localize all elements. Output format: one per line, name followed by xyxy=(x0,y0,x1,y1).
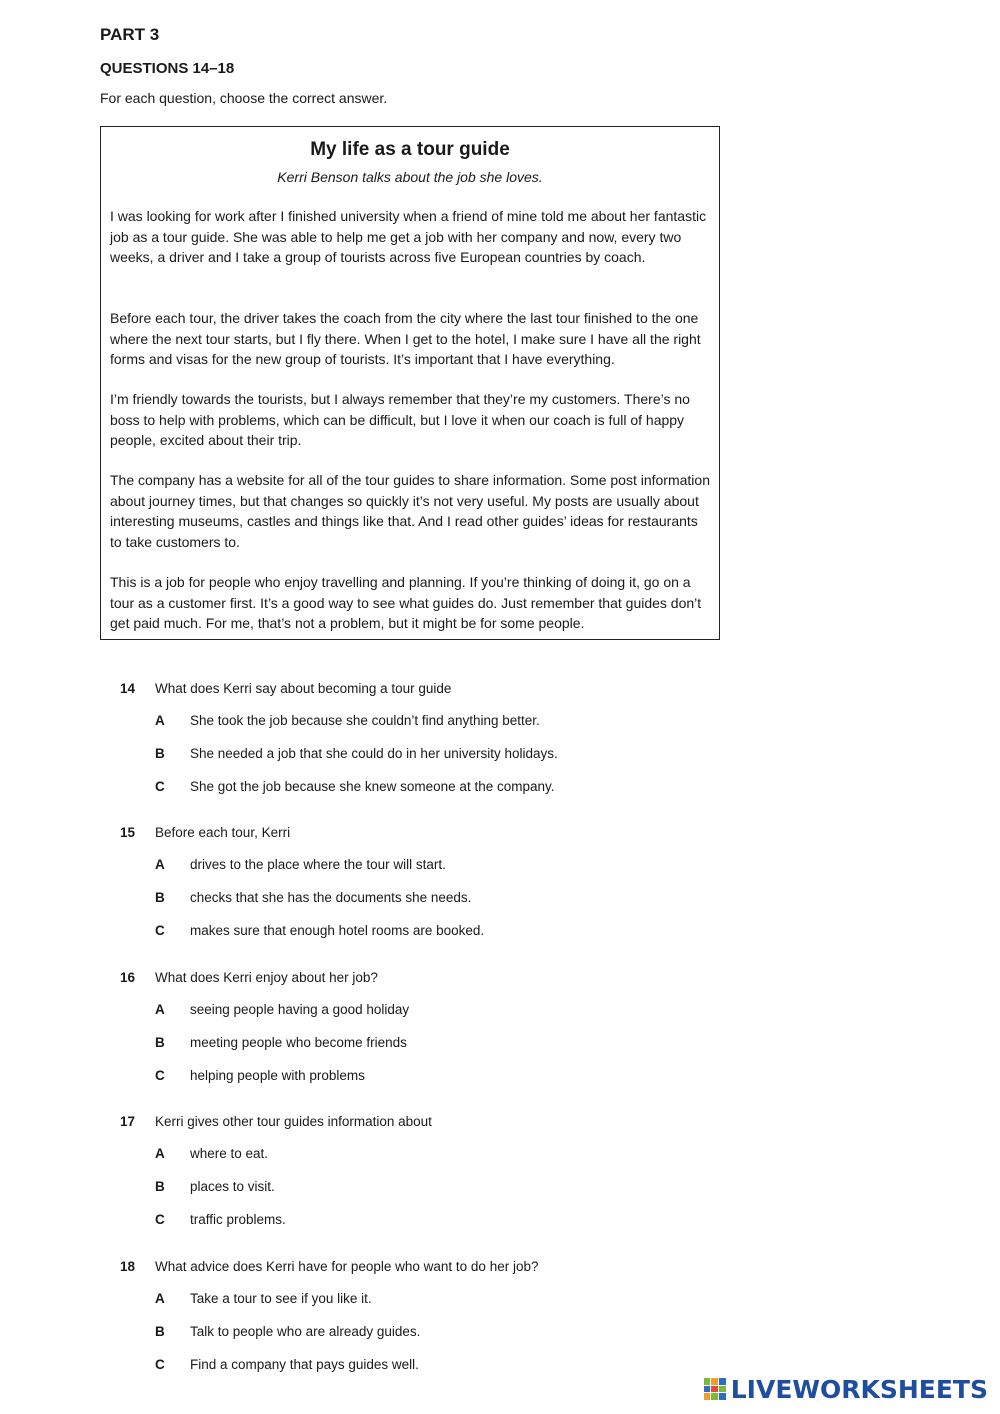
option-letter: C xyxy=(155,1212,165,1227)
option-letter: B xyxy=(155,1324,165,1339)
option-letter: A xyxy=(155,1146,165,1161)
option-text: places to visit. xyxy=(190,1179,275,1194)
article-paragraph: The company has a website for all of the tour guides to share information. Some post information about journey times, but that changes so quickly it’s not very useful. My posts are usually about interesting museums, castles and things like that. And I read other guides’ ideas for restaurants to take customers to. xyxy=(110,472,710,550)
logo-cell xyxy=(704,1378,711,1385)
logo-cell xyxy=(719,1378,726,1385)
article-paragraph: This is a job for people who enjoy travelling and planning. If you’re thinking of doing it, go on a tour as a customer first. It’s a good way to see what guides do. Just remember that guides don’t get paid much. For me, that’s not a problem, but it might be for some people. xyxy=(110,574,702,631)
option-text: traffic problems. xyxy=(190,1212,286,1227)
article-subtitle: Kerri Benson talks about the job she loves. xyxy=(277,169,543,185)
option-text: She needed a job that she could do in her university holidays. xyxy=(190,746,558,761)
option-text: She got the job because she knew someone at the company. xyxy=(190,779,555,794)
logo-cell xyxy=(711,1386,718,1393)
part-heading: PART 3 xyxy=(100,25,160,44)
logo-cell xyxy=(719,1393,726,1400)
logo-cell xyxy=(704,1393,711,1400)
option-text: makes sure that enough hotel rooms are booked. xyxy=(190,923,485,938)
option-text: Talk to people who are already guides. xyxy=(190,1324,421,1339)
option-letter: C xyxy=(155,779,165,794)
article-title: My life as a tour guide xyxy=(310,139,510,160)
article-paragraph: I was looking for work after I finished university when a friend of mine told me about her fantastic job as a tour guide. She was able to help me get a job with her company and now, every two weeks, a driver and I take a group of tourists across five European countries by coach. xyxy=(110,208,707,265)
question-number: 16 xyxy=(120,970,136,985)
questions-heading: QUESTIONS 14–18 xyxy=(100,60,235,77)
option-letter: B xyxy=(155,746,165,761)
option-text: helping people with problems xyxy=(190,1068,365,1083)
question-text: Before each tour, Kerri xyxy=(155,825,291,840)
option-letter: A xyxy=(155,1002,165,1017)
option-letter: B xyxy=(155,1179,165,1194)
option-text: meeting people who become friends xyxy=(190,1035,407,1050)
option-text: Take a tour to see if you like it. xyxy=(190,1291,372,1306)
question-number: 14 xyxy=(120,681,136,696)
option-letter: A xyxy=(155,857,165,872)
option-letter: B xyxy=(155,890,165,905)
logo-cell xyxy=(711,1378,718,1385)
option-letter: C xyxy=(155,1068,165,1083)
question-text: What does Kerri enjoy about her job? xyxy=(155,970,378,985)
option-text: where to eat. xyxy=(190,1146,269,1161)
question-text: What does Kerri say about becoming a tour guide xyxy=(155,681,452,696)
article-box xyxy=(100,126,720,640)
option-text: Find a company that pays guides well. xyxy=(190,1357,419,1372)
article-paragraph: I’m friendly towards the tourists, but I always remember that they’re my customers. There’s no boss to help with problems, which can be difficult, but I love it when our coach is full of happy people, excited about their trip. xyxy=(110,391,690,448)
option-letter: A xyxy=(155,713,165,728)
question-number: 18 xyxy=(120,1259,136,1274)
option-text: seeing people having a good holiday xyxy=(190,1002,410,1017)
liveworksheets-logo xyxy=(704,1374,988,1404)
logo-text: LIVEWORKSHEETS xyxy=(730,1374,988,1404)
option-letter: C xyxy=(155,923,165,938)
logo-cell xyxy=(704,1386,711,1393)
question-text: What advice does Kerri have for people who want to do her job? xyxy=(155,1259,539,1274)
article-paragraph: Before each tour, the driver takes the coach from the city where the last tour finished to the one where the next tour starts, but I fly there. When I get to the hotel, I make sure I have all the right forms and visas for the new group of tourists. It’s important that I have everything. xyxy=(110,310,701,367)
option-text: checks that she has the documents she needs. xyxy=(190,890,472,905)
option-letter: B xyxy=(155,1035,165,1050)
question-number: 17 xyxy=(120,1114,136,1129)
question-text: Kerri gives other tour guides information about xyxy=(155,1114,432,1129)
liveworksheets-grid-icon xyxy=(704,1378,726,1400)
option-text: She took the job because she couldn’t find anything better. xyxy=(190,713,540,728)
logo-cell xyxy=(711,1393,718,1400)
logo-cell xyxy=(719,1386,726,1393)
option-letter: A xyxy=(155,1291,165,1306)
question-number: 15 xyxy=(120,825,136,840)
option-text: drives to the place where the tour will start. xyxy=(190,857,446,872)
option-letter: C xyxy=(155,1357,165,1372)
instruction-text: For each question, choose the correct answer. xyxy=(100,90,388,106)
